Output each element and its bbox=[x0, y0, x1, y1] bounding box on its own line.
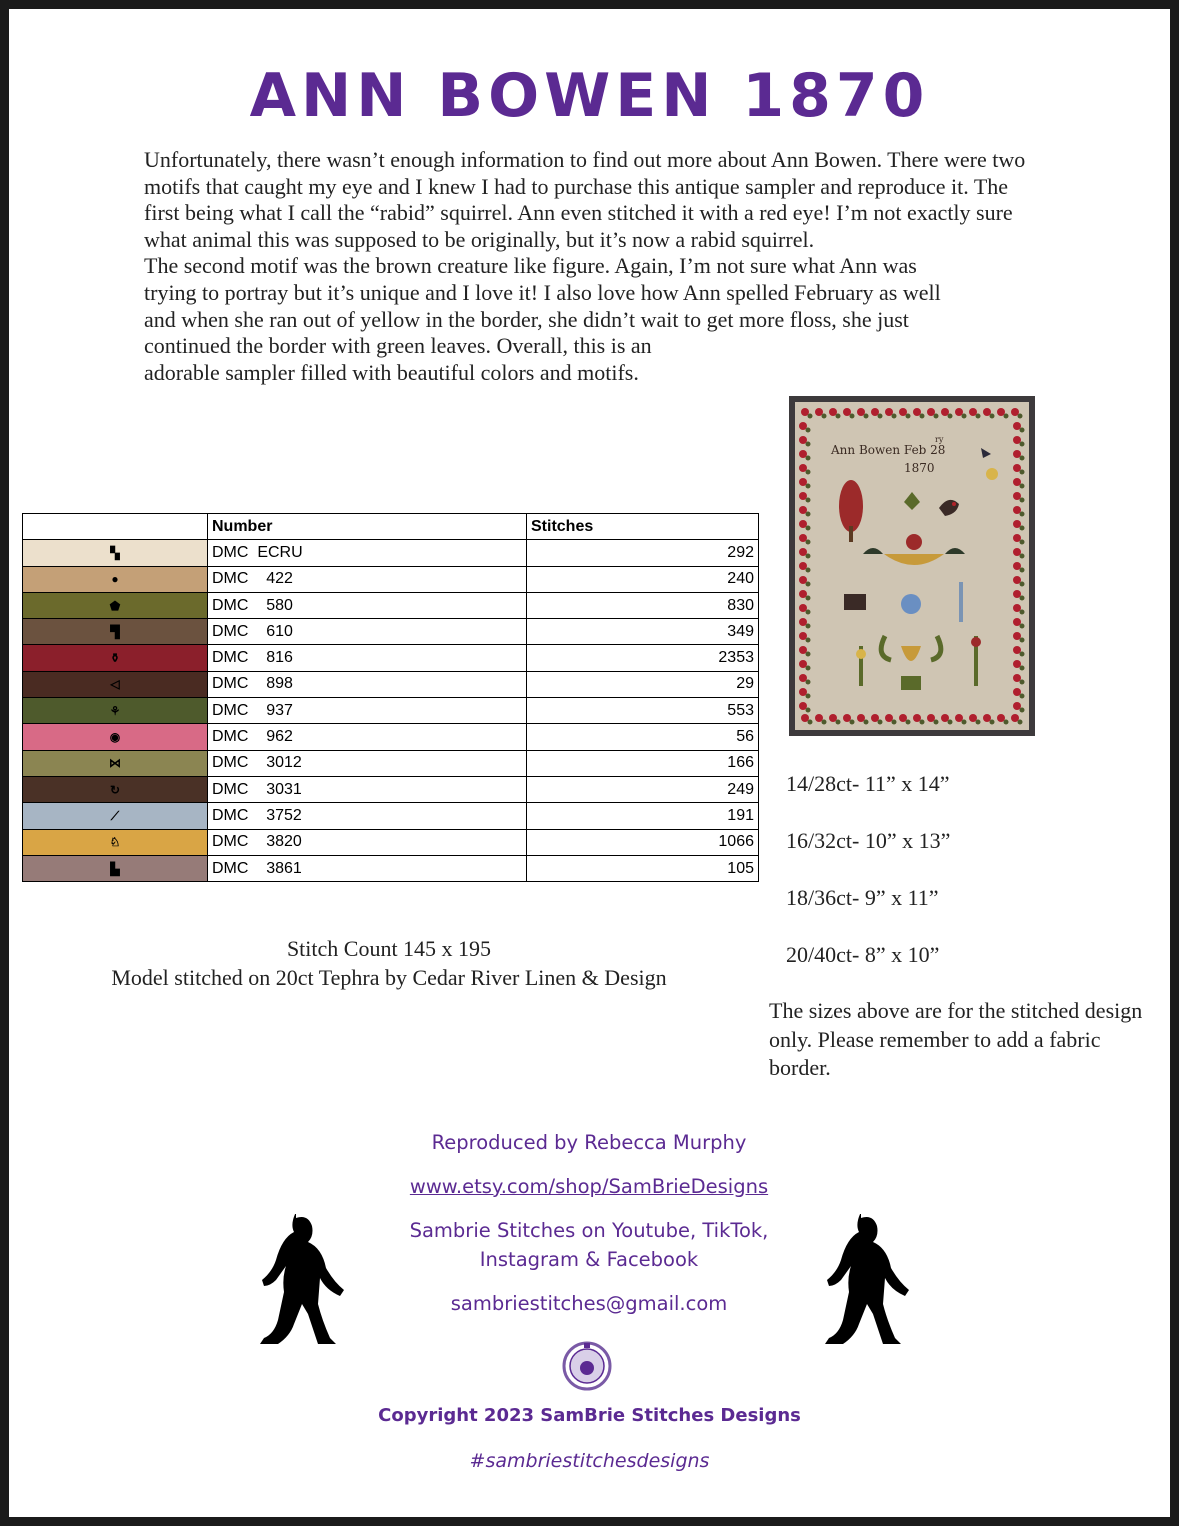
table-row bbox=[23, 829, 759, 855]
email-link[interactable]: sambriestitches@gmail.com bbox=[450, 1292, 728, 1315]
stitch-count-cell: 105 bbox=[527, 855, 759, 881]
color-swatch-cell bbox=[23, 829, 208, 855]
floss-number-cell: DMC 962 bbox=[208, 724, 527, 750]
table-header-row bbox=[23, 514, 759, 540]
stitch-symbol-icon: ⟋ bbox=[110, 808, 120, 823]
intro-paragraph-1: Unfortunately, there wasn’t enough information to find out more about Ann Bowen. There were two motifs that caught my eye and I knew I had to purchase this antique sampler and reproduce it. The first being what I call the “rabid” squirrel. Ann even stitched it with a red eye! I’m not exactly sure what animal this was supposed to be originally, but it’s now a rabid squirrel. bbox=[144, 147, 1026, 252]
stitch-count-cell: 240 bbox=[527, 566, 759, 592]
stitch-count-cell: 249 bbox=[527, 776, 759, 802]
stitch-symbol-icon: ⚘ bbox=[109, 703, 121, 718]
size-item: 14/28ct- 11” x 14” bbox=[786, 771, 950, 796]
sizes-note: The sizes above are for the stitched design only. Please remember to add a fabric border. bbox=[769, 998, 1143, 1080]
floss-number-cell: DMC ECRU bbox=[208, 540, 527, 566]
stitch-count-cell: 292 bbox=[527, 540, 759, 566]
floss-number-cell: DMC 898 bbox=[208, 671, 527, 697]
table-row bbox=[23, 566, 759, 592]
color-swatch-cell bbox=[23, 855, 208, 881]
size-item: 16/32ct- 10” x 13” bbox=[786, 828, 951, 853]
stitch-symbol-icon: ↻ bbox=[109, 782, 121, 797]
stitch-symbol-icon: ● bbox=[111, 572, 119, 587]
social-line-2: Instagram & Facebook bbox=[479, 1248, 699, 1271]
table-row bbox=[23, 671, 759, 697]
sambrie-logo-icon bbox=[562, 1341, 612, 1396]
intro-line: trying to portray but it’s unique and I love it! I also love how Ann spelled February as well bbox=[144, 279, 941, 305]
bigfoot-silhouette-icon bbox=[254, 1214, 354, 1344]
stitch-symbol-icon: ▜ bbox=[110, 624, 120, 639]
sampler-photo bbox=[789, 396, 1035, 736]
stitch-count-cell: 1066 bbox=[527, 829, 759, 855]
floss-number-cell: DMC 3031 bbox=[208, 776, 527, 802]
stitch-symbol-icon: ⚱ bbox=[109, 651, 121, 666]
intro-paragraph-2 bbox=[144, 253, 1034, 386]
floss-number-cell: DMC 3012 bbox=[208, 750, 527, 776]
intro-line: The second motif was the brown creature like figure. Again, I’m not sure what Ann was bbox=[144, 253, 917, 279]
page-title: ANN BOWEN 1870 bbox=[249, 61, 930, 131]
size-item: 18/36ct- 9” x 11” bbox=[786, 885, 939, 910]
floss-number-cell: DMC 3820 bbox=[208, 829, 527, 855]
intro-text bbox=[144, 147, 1034, 386]
intro-line: continued the border with green leaves. Overall, this is an bbox=[144, 333, 652, 359]
sampler-text-line2: 1870 bbox=[904, 461, 935, 475]
color-swatch-cell bbox=[23, 645, 208, 671]
intro-line: and when she ran out of yellow in the border, she didn’t wait to get more floss, she just bbox=[144, 306, 909, 332]
table-row bbox=[23, 592, 759, 618]
table-row bbox=[23, 645, 759, 671]
stitch-count-cell: 166 bbox=[527, 750, 759, 776]
color-swatch-cell bbox=[23, 592, 208, 618]
color-swatch-cell bbox=[23, 698, 208, 724]
floss-number-cell: DMC 422 bbox=[208, 566, 527, 592]
stitch-symbol-icon: ⋈ bbox=[109, 756, 121, 771]
stitch-count-cell: 830 bbox=[527, 592, 759, 618]
pattern-cover-page bbox=[9, 9, 1170, 1517]
color-swatch-cell bbox=[23, 671, 208, 697]
floss-number-cell: DMC 610 bbox=[208, 619, 527, 645]
floss-number-cell: DMC 3752 bbox=[208, 803, 527, 829]
table-row bbox=[23, 698, 759, 724]
social-line-1: Sambrie Stitches on Youtube, TikTok, bbox=[409, 1219, 769, 1242]
color-swatch-cell bbox=[23, 540, 208, 566]
stitch-count-cell: 56 bbox=[527, 724, 759, 750]
stitch-count-cell: 191 bbox=[527, 803, 759, 829]
color-swatch-cell bbox=[23, 803, 208, 829]
model-info: Model stitched on 20ct Tephra by Cedar River Linen & Design bbox=[111, 964, 667, 990]
floss-number-cell: DMC 937 bbox=[208, 698, 527, 724]
copyright-text: Copyright 2023 SamBrie Stitches Designs bbox=[378, 1405, 801, 1426]
table-row bbox=[23, 750, 759, 776]
color-swatch-cell bbox=[23, 750, 208, 776]
header-stitches: Stitches bbox=[527, 514, 759, 540]
stitch-count-cell: 29 bbox=[527, 671, 759, 697]
stitch-symbol-icon: ◁ bbox=[110, 677, 120, 692]
floss-color-table bbox=[22, 513, 759, 882]
etsy-link[interactable]: www.etsy.com/shop/SamBrieDesigns bbox=[409, 1175, 769, 1198]
stitch-symbol-icon: ▚ bbox=[110, 545, 120, 560]
floss-number-cell: DMC 580 bbox=[208, 592, 527, 618]
stitch-count-cell: 349 bbox=[527, 619, 759, 645]
sampler-text-sup: ry bbox=[935, 435, 944, 444]
color-swatch-cell bbox=[23, 619, 208, 645]
floss-table-body bbox=[23, 540, 759, 882]
stitch-count-cell: 2353 bbox=[527, 645, 759, 671]
floss-number-cell: DMC 3861 bbox=[208, 855, 527, 881]
stitch-symbol-icon: ⬟ bbox=[109, 598, 121, 613]
header-symbol bbox=[23, 514, 208, 540]
stitch-count: Stitch Count 145 x 195 bbox=[286, 936, 492, 961]
table-row bbox=[23, 803, 759, 829]
intro-line: adorable sampler filled with beautiful colors and motifs. bbox=[144, 359, 639, 385]
color-swatch-cell bbox=[23, 724, 208, 750]
hashtag-text: #sambriestitchesdesigns bbox=[469, 1450, 710, 1472]
color-swatch-cell bbox=[23, 566, 208, 592]
sampler-text-line1: Ann Bowen Feb 28 bbox=[831, 443, 946, 457]
bigfoot-silhouette-icon bbox=[819, 1214, 919, 1344]
stitch-count-cell: 553 bbox=[527, 698, 759, 724]
header-number: Number bbox=[208, 514, 527, 540]
table-row bbox=[23, 776, 759, 802]
stitch-symbol-icon: ◉ bbox=[109, 730, 121, 745]
stitch-info bbox=[54, 935, 724, 992]
finished-sizes bbox=[786, 771, 950, 999]
table-row bbox=[23, 724, 759, 750]
reproduced-by: Reproduced by Rebecca Murphy bbox=[431, 1131, 747, 1154]
stitch-symbol-icon: ▙ bbox=[110, 861, 120, 876]
size-item: 20/40ct- 8” x 10” bbox=[786, 942, 940, 967]
credits bbox=[339, 1131, 839, 1315]
table-row bbox=[23, 540, 759, 566]
color-swatch-cell bbox=[23, 776, 208, 802]
floss-number-cell: DMC 816 bbox=[208, 645, 527, 671]
table-row bbox=[23, 855, 759, 881]
table-row bbox=[23, 619, 759, 645]
stitch-symbol-icon: ♘ bbox=[109, 835, 121, 850]
